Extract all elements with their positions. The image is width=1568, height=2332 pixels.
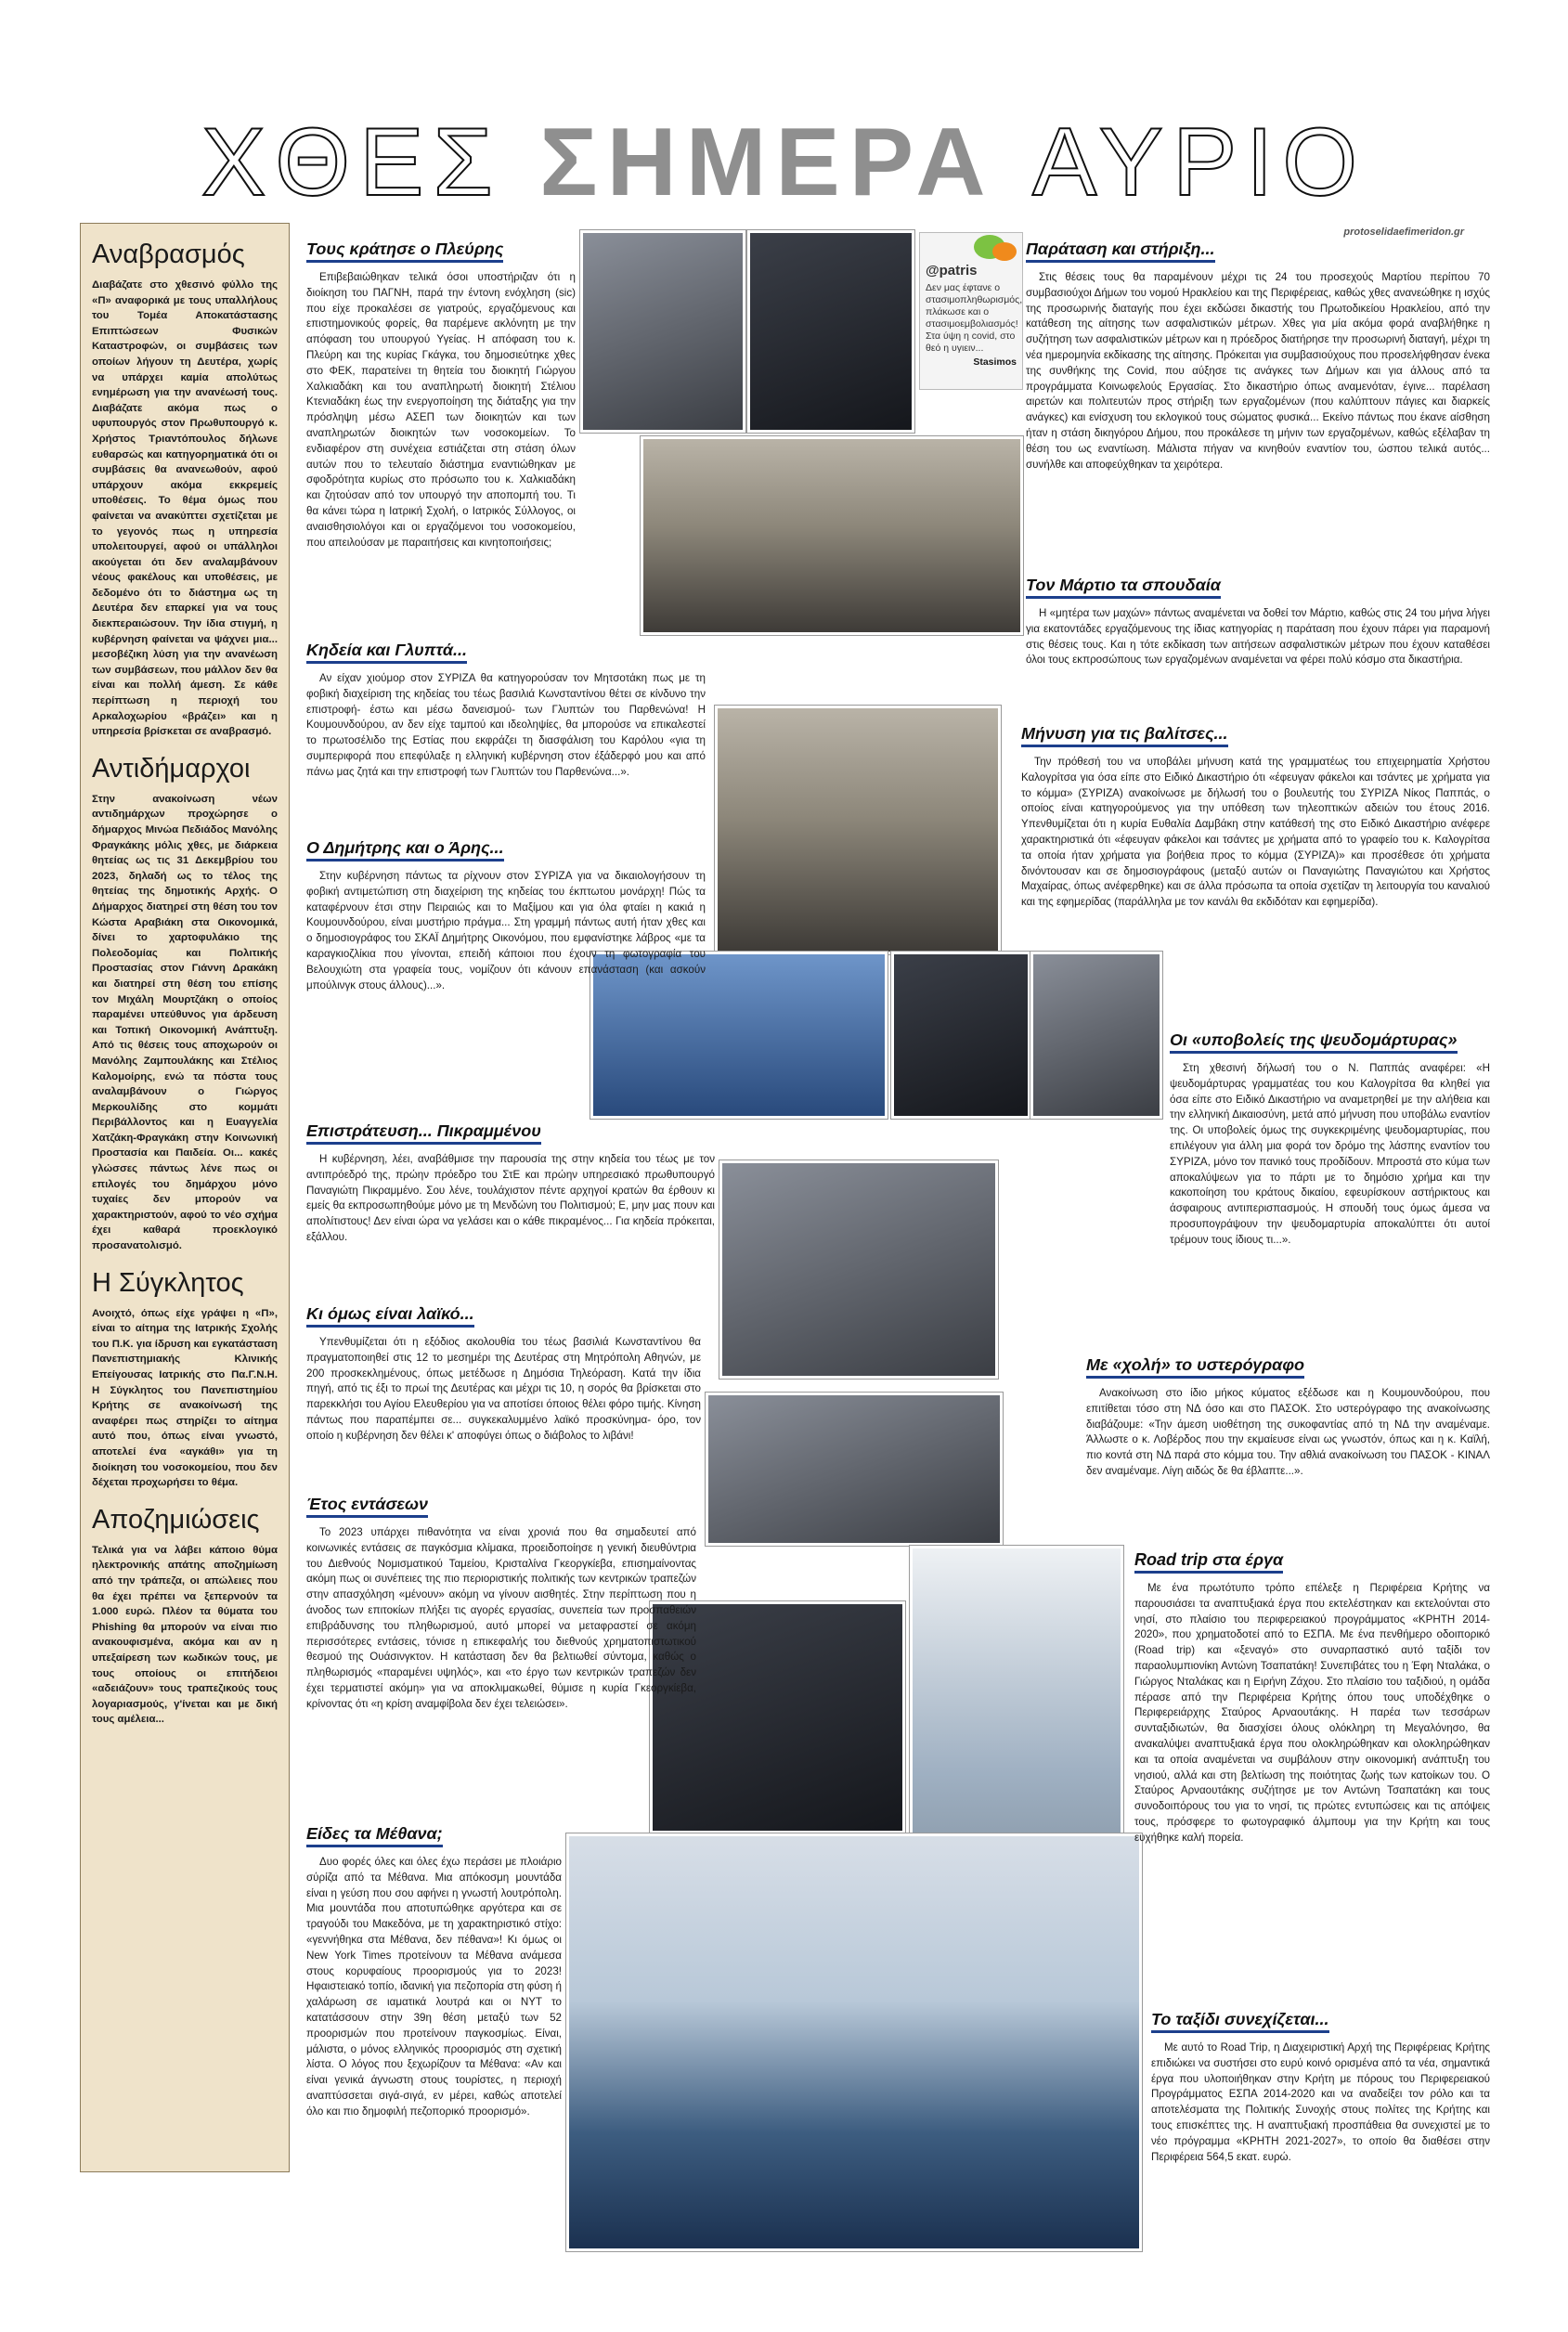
- sidebar-text-2: Στην ανακοίνωση νέων αντιδημάρχων προχώρησε ο δήμαρχος Μινώα Πεδιάδος Μανόλης Φραγκάκης μόλις χθες, με διάρκεια θητείας ως τις 31 Δεκεμβρίου του 2023, δηλαδή ως το τέλος της θητείας της δημοτικής Αρχής. Ο Δήμαρχος διατηρεί στη θέση του τον Κώστα Αραβιάκη στα Οικονομικά, δίνει το χαρτοφυλάκιο της Πολεοδομίας και Πολιτικής Προστασίας στον Γιάννη Δρακάκη και διατηρεί στη θέση του επίσης τον Μιχάλη Μουρτζάκη ο οποίος παραμένει υπεύθυνος για άρδευση και Τοπική Οικονομική Ανάπτυξη. Από τις θέσεις τους αποχωρούν οι Μανόλης Ζαμπουλάκης και Στέλιος Καλομοίρης, ενώ τα πόστα τους αναλαμβάνουν ο Γιώργος Μερκουλίδης στο κομμάτι Περιβάλλοντος και η Ευαγγελία Χατζάκη-Φραγκάκη στην Κοινωνική Προστασία και Παιδεία. Οι... κακές γλώσσες πάντως λένε πως οι επιλογές του δημάρχου μόνο τυχαίες δεν μπορούν να χαρακτηριστούν, αφού το νέο σχήμα έχει καθαρά προεκλογικό προσανατολισμό.: [92, 793, 278, 1252]
- photo-royal-funeral: [715, 706, 1001, 954]
- article-body: Δυο φορές όλες και όλες έχω περάσει με πλοιάριο σύρίζα από τα Μέθανα. Μια απόκοσμη μουντάδα είναι η γεύση που σου αφήνει η γνωστή λουτρόπολη. Μια μουντάδα που αποτυπώθηκε αργότερα και σε τραγούδι του Μακεδόνα, με τη χαρακτηριστικό στίχο: «γεννήθηκα στα Μέθανα, δεν πέθανα»! Κι όμως οι New York Times προτείνουν τα Μέθανα ανάμεσα στους κορυφαίους προορισμούς για το 2023! Ηφαιστειακό τοπίο, ιδανική για πεζοπορία στη φύση ή χαλάρωση σε ιαματικά λουτρά και οι NYT το κατατάσσουν στην 39η θέση μεταξύ των 52 προορισμών που προτείνουν παγκοσμίως. Είναι, μάλιστα, ο μόνος ελληνικός προορισμός στη σχετική λίστα. Ο λόγος που ξεχωρίζουν τα Μέθανα: «Αν και είναι γενικά άγνωστη στους τουρίστες, η περιοχή αναπτύσσεται σιγά-σιγά, εν μέρει, καθώς αποτελεί όλο και πιο δημοφιλή πεζοπορικό προορισμό».: [306, 1856, 562, 2118]
- photo-pleuris: [580, 230, 745, 433]
- headline: Με «χολή» το υστερόγραφο: [1086, 1355, 1490, 1379]
- photo-halkiadakis: [747, 230, 914, 433]
- headline: Παράταση και στήριξη...: [1026, 240, 1490, 263]
- headline: Ο Δημήτρης και ο Άρης...: [306, 838, 706, 862]
- source-watermark: protoselidaefimeridon.gr: [1343, 227, 1464, 238]
- article-body: Υπενθυμίζεται ότι η εξόδιος ακολουθία του τέως βασιλιά Κωνσταντίνου θα πραγματοποιηθεί στις 12 το μεσημέρι της Δευτέρας στη Μητρόπολη Αθηνών, με 200 προσκεκλημένους, όπως μετέδωσε η Δημόσια Τηλεόραση. Κατά την ίδια πηγή, από τις έξι το πρωί της Δευτέρας και μέχρι τις 10, η σορός θα βρίσκεται στο παρεκκλήσι του Αγίου Ελευθερίου για να αποτίσει όποιος θέλει φόρο τιμής. Κίνηση πάντως που παραπέμπει σε... συγκεκαλυμμένο λαϊκό προσκύνημα- όρο, τον οποίο η κυβέρνηση δεν θέλει κ' αποφύγει όπως ο διάβολος το λιβάνι!: [306, 1336, 701, 1442]
- article-body: Με αυτό το Road Trip, η Διαχειριστική Αρχή της Περιφέρειας Κρήτης επιδιώκει να συστήσει στο ευρύ κοινό ορισμένα από τα νέα, σημαντικά έργα που υλοποιήθηκαν στην Κρήτη με πόρους του Περιφερειακού Προγράμματος ΕΣΠΑ 2014-2020 και να αναδείξει τον ρόλο και τα αποτελέσματα της Πολιτικής Συνοχής στους πολίτες της Κρήτης και τους επισκέπτες της. Η αναπτυξιακή προσπάθεια θα συνεχιστεί με το νέο πρόγραμμα «ΚΡΗΤΗ 2021-2027», το οποίο θα διαθέσει στην Περιφέρεια 564,5 εκατ. ευρώ.: [1151, 2041, 1490, 2163]
- article-body: Στις θέσεις τους θα παραμένουν μέχρι τις 24 του προσεχούς Μαρτίου περίπου 70 συμβασιούχοι Δήμων του νομού Ηρακλείου και της Περιφέρειας, καθώς χθες ανανεώθηκε η ισχύς της προσωρινής διαταγής που έχει εκδώσει δικαστής του Πρωτοδικείου Ηρακλείου, από την κατάθεση της αίτησης των ασφαλιστικών μέτρων. Χθες για μία ακόμα φορά αναβλήθηκε η συζήτηση των ασφαλιστικών μέτρων και η πρόεδρος διατήρησε την προσωρινή διαταγή, μέχρι τη νέα ημερομηνία εκδίκασης της αίτησης. Πρόκειται για συμβασιούχους που προσελήφθησαν ένεκα της συνθήκης της Covid, που αύξησε τις ανάγκες των Δήμων και για άλλους από τα προγράμματα Κοινωφελούς Εργασίας. Στο δικαστήριο όπως αναμενόταν, έγινε... παρέλαση αιρετών και πολιτευτών προς στήριξη των εργαζομένων (που καλύπτουν πάγιες και διαρκείς ανάγκες) και ενίσχυση του εκλογικού τους σώματος φυσικά... Εκείνο πάντως που έκανε αίσθηση ήταν η στάση δικηγόρου Δήμου, που προκάλεσε τη μήνιν των εργαζομένων, καθώς εξέλαβαν τη θέση του ως εναντίωση. Μάλιστα πήγαν να κινηθούν εναντίον του, ώσπου τελικά αυτός... συνήλθε και αποφεύχθηκαν τα χειρότερα.: [1026, 271, 1490, 471]
- sidebar-text-4: Τελικά για να λάβει κάποιο θύμα ηλεκτρονικής απάτης αποζημίωση από την τράπεζα, οι απώλειες που θα έχει πρέπει να ξεπερνούν τα 1.000 ευρώ. Πλέον τα θύματα του Phishing θα μπορούν να είναι πιο ανακουφισμένα, ακόμα και αν η υπεξαίρεση των κωδικών τους, με τους οποίους οι επιτήδειοι «αδειάζουν» τους τραπεζικούς τους λογαριασμούς, γ'ίνεται και με δική τους αμέλεια...: [92, 1544, 278, 1726]
- photo-court-crowd: [641, 436, 1023, 635]
- article-instigators: [1170, 1021, 1490, 1256]
- masthead-tomorrow: ΑΥΡΙΟ: [1031, 109, 1367, 216]
- article-dimitris-aris: [306, 829, 706, 1001]
- headline: Είδες τα Μέθανα;: [306, 1824, 562, 1847]
- article-body: Επιβεβαιώθηκαν τελικά όσοι υποστήριζαν ότι η διοίκηση του ΠΑΓΝΗ, παρά την έντονη ενόχληση (sic) που είχε προκαλέσει σε γιατρούς, εργαζόμενους και επιστημονικούς φορείς, θα παρέμενε ακλόνητη με την απόφαση του υπουργού Υγείας. Η απόφαση του κ. Πλεύρη και της κυρίας Γκάγκα, του δημοσιεύτηκε χθες στο ΦΕΚ, παρατείνει τη θητεία του διοικητή Γιώργου Χαλκιαδάκη και του αναπληρωτή διοικητή Στέλιου Κτενιαδάκη έως την ενεργοποίηση της διάταξης για την πρόσληψη μέσω ΑΣΕΠ των διοικητών και των αναπληρωτών διοικητών των νοσοκομείων. Το ενδιαφέρον στη συνέχεια εστιάζεται στη στάση όλων αυτών που το τελευταίο διάστημα εναντιώθηκαν με σφοδρότητα κυρίως στο πρόσωπο του κ. Χαλκιαδάκη και ζητούσαν από τον υπουργό την αποπομπή του. Τι θα κάνει τώρα η Ιατρική Σχολή, ο Ιατρικός Σύλλογος, οι αναισθησιολόγοι και οι εργαζόμενοι του νοσοκομείου, που απειλούσαν με παραιτήσεις και κινητοποιήσεις;: [306, 271, 576, 549]
- chat-icon-secondary: [992, 242, 1017, 261]
- headline: Κηδεία και Γλυπτά...: [306, 641, 706, 664]
- sidebar-title-1: Αναβρασμός: [92, 240, 245, 269]
- masthead-today: ΣΗΜΕΡΑ: [539, 109, 995, 216]
- photo-man-beard: [1030, 952, 1162, 1119]
- sidebar-text-3: Ανοιχτό, όπως είχε γράψει η «Π», είναι το αίτημα της Ιατρικής Σχολής του Π.Κ. για ίδρυση και εγκατάσταση Πανεπιστημιακής Κλινικής Επείγουσας Ιατρικής στο Πα.Γ.Ν.Η. Η Σύγκλητος του Πανεπιστημίου Κρήτης σε ανακοίνωσή της αναφέρει πως στηρίζει το αίτημα αυτό που, όπως είναι γνωστό, αποτελεί ένα «αγκάθι» για τη διοίκηση του νοσοκομείου, που δεν δέχεται προχωρήσει το θέμα.: [92, 1307, 278, 1489]
- article-march: [1026, 566, 1490, 676]
- headline: Τον Μάρτιο τα σπουδαία: [1026, 576, 1490, 599]
- article-folk: [306, 1295, 701, 1452]
- article-body: Η κυβέρνηση, λέει, αναβάθμισε την παρουσία της στην κηδεία του τέως με τον αντιπρόεδρό της, πρώην πρόεδρο του ΣτΕ και πρώην υπηρεσιακό πρωθυπουργό Παναγιώτη Πικραμμένο. Σου λένε, τουλάχιστον πέντε αρχηγοί κρατών θα έρθουν κι εμείς θα εκπροσωπηθούμε μόνο με τη Μενδώνη του Πολιτισμού; Ε, μην μας πουν και απολίτιστους! Δεν είναι ώρα να γελάσει και ο κάθε πικραμένος... Για κηδεία πρόκειται, εξάλλου.: [306, 1153, 715, 1243]
- headline: Το ταξίδι συνεχίζεται...: [1151, 2010, 1490, 2033]
- article-journey-continues: [1151, 2001, 1490, 2172]
- sidebar-title-2: Αντιδήμαρχοι: [92, 753, 251, 784]
- headline: Κι όμως είναι λαϊκό...: [306, 1304, 701, 1328]
- article-body: Αν είχαν χιούμορ στον ΣΥΡΙΖΑ θα κατηγορούσαν τον Μητσοτάκη πως με τη φοβική διαχείριση της κηδείας του τέως βασιλιά Κωνσταντίνου θέτει σε κίνδυνο την επιστροφή- έστω και μέσω δανεισμού- των Γλυπτών του Παρθενώνα! Η Κουμουνδούρου, αν δεν είχε ταμπού και ιδεοληψίες, θα μπορούσε να επικαλεστεί το πρωτοσέλιδο της Εστίας που εκφράζει τη διασφάλιση του Καρόλου «για τη συμπεριφορά που επεφύλαξε η ελληνική κυβέρνηση στον έξάδερφό μου και από πάνω μας ζητά και την επιστροφή των Γλυπτών του Παρθενώνα...».: [306, 672, 706, 778]
- article-body: Η «μητέρα των μαχών» πάντως αναμένεται να δοθεί τον Μάρτιο, καθώς στις 24 του μήνα λήγει για εκατοντάδες εργαζόμενους της ίδιας κατηγορίας η παράταση που έχουν πάρει για παραμονή στις θέσεις τους. Και η τότε εκδίκαση των αιτήσεων ασφαλιστικών μέτρων που έχουν καταθέσει όλοι τους εκπροσώπους των εργαζομένων αναμένεται να φέρει πολύ κόσμο στα δικαστήρια.: [1026, 607, 1490, 667]
- article-body: Ανακοίνωση στο ίδιο μήκος κύματος εξέδωσε και η Κουμουνδούρου, που επιτίθεται τόσο στη ΝΔ όσο και στο ΠΑΣΟΚ. Στο υστερόγραφο της ανακοίνωσης διαβάζουμε: «Την άμεση υιοθέτηση της συκοφαντίας από τη ΝΔ την αναμέναμε. Άλλωστε ο κ. Λοβέρδος που την εκμαίευσε είναι ως γνωστόν, όπως και η κ. Καϊλή, πιο κοντά στη ΝΔ παρά στο κόμμα του. Την αθλιά ανακοίνωση του ΠΑΣΟΚ - ΚΙΝΑΛ δεν αναμέναμε. Λίγη αιδώς δε θα έβλαπτε...».: [1086, 1387, 1490, 1477]
- sidebar-text-1: Διαβάζατε στο χθεσινό φύλλο της «Π» αναφορικά με τους υπαλλήλους του Τομέα Αποκατάστασης Επιπτώσεων Φυσικών Καταστροφών, οι συμβάσεις των οποίων λήγουν τη Δευτέρα, χωρίς να υπάρχει καμία απολύτως ενημέρωση για την ανανέωσή τους. Διαβάζατε ακόμα πως ο υφυπουργός στον Πρωθυπουργό κ. Χρήστος Τριαντόπουλος δήλωνε ευθαρσώς και κατηγορηματικά ότι οι συμβάσεις θα ανανεωθούν, αφού υπάρχουν ακόμα εκκρεμείς υποθέσεις. Το θέμα όμως που φαίνεται να ανακύπτει σχετίζεται με το γεγονός πως η υπηρεσία υπολειτουργεί, αφού οι υπάλληλοι ακούγεται ότι δεν αναλαμβάνουν νέους φακέλους και υποθέσεις, με δεδομένο ότι το διάστημα ως τη Δευτέρα δεν επαρκεί για να τους διεκπεραιώσουν. Την ίδια στιγμή, η κυβέρνηση φαίνεται να ψάχνει μια... μεσοβέζικη λύση για την ανανέωση των συμβάσεων, που μάλλον δεν θα είναι και πολλή άμεση. Σε κάθε περίπτωση η περιοχή του Αρκαλοχωρίου «βράζει» και η υπηρεσία βρίσκεται σε αναβρασμό.: [92, 279, 278, 738]
- article-body: Στη χθεσινή δήλωσή του ο Ν. Παππάς αναφέρει: «Η ψευδομάρτυρας γραμματέας του κου Καλογρίτσα θα κληθεί για όσα είπε στο Ειδικό Δικαστήριο να αναμετρηθεί με την αλήθεια και την ελληνική Δικαιοσύνη, μετά από μήνυση που υποβάλω εναντίον της. Οι υποβολείς όμως της συγκεκριμένης ψευδομαρτυρίας, που επιλέγουν για άλλη μια φορά τον δρόμο της λάσπης εναντίον του ΣΥΡΙΖΑ, μόνο τον πανικό τους προδίδουν. Μπροστά στο κύμα των αποκαλύψεων για το πάρτι με το δημόσιο χρήμα και την κακοποίηση του κράτους δικαίου, εφευρίσκουν αστήρικτους και άσφαιρους αντιπερισπασμούς. Η σπουδή τους όμως άμεσα να προσυπογράψουν την ψευδομαρτυρία αποκαλύπτει ότι αυτοί τρέμουν τους ίδιους τι...».: [1170, 1062, 1490, 1246]
- article-pikrammenos: [306, 1112, 715, 1253]
- article-methana: [306, 1815, 562, 2128]
- article-body: Την πρόθεσή του να υποβάλει μήνυση κατά της γραμματέως του επιχειρηματία Χρήστου Καλογρίτσα για όσα είπε στο Ειδικό Δικαστήριο ότι «έφευγαν φάκελοι και τσάντες με χρήματα για το κόμμα» (ΣΥΡΙΖΑ) ανακοίνωσε με δήλωσή του ο βουλευτής του ΣΥΡΙΖΑ Νίκος Παππάς, ο οποίος είναι κατηγορούμενος για την υπόθεση των τηλεοπτικών αδειών του έτους 2016. Υπενθυμίζεται ότι η κυρία Ευθαλία Δαμβάκη στην κατάθεσή της στο Ειδικό Δικαστήριο ανέφερε χαρακτηριστικά ότι «έφευγαν φάκελοι και τσάντες με χρήματα από το γραφείο του κ. Καλογρίτσα τα οποία ήταν χρήματα για βοήθεια προς το κόμμα (ΣΥΡΙΖΑ)» και προσέθεσε ότι χρήματα δινόντουσαν και σε δημοσιογράφους (μεταξύ αυτών οι Παναγιώτης Παναγιώτου και Χρήστος Μαχαίρας, όπως ανέφερθηκε) και σε άλλα πρόσωπα τα οποία σχετίζαν τη λειτουργία του καναλιού και της εφημερίδας (παράλληλα με τον κανάλι θα εκδιδόταν και εφημερίδα).: [1021, 756, 1490, 909]
- article-road-trip: [1134, 1541, 1490, 1854]
- headline: Επιστράτευση... Πικραμμένου: [306, 1121, 715, 1145]
- photo-pappas: [891, 952, 1030, 1119]
- patris-tag: @patris: [926, 263, 978, 279]
- sidebar-title-4: Αποζημιώσεις: [92, 1504, 260, 1535]
- headline: Έτος εντάσεων: [306, 1495, 696, 1518]
- sidebar-title-3: Η Σύγκλητος: [92, 1267, 244, 1298]
- photo-pikrammenos: [719, 1160, 998, 1379]
- patris-signature: Stasimos: [973, 356, 1017, 368]
- article-funeral-marbles: [306, 631, 706, 788]
- article-body: Με ένα πρωτότυπο τρόπο επέλεξε η Περιφέρεια Κρήτης να παρουσιάσει τα αναπτυξιακά έργα που εκτελέστηκαν και εκτελούνται στο νησί, στο πλαίσιο του περιφερειακού προγράμματος «ΚΡΗΤΗ 2014-2020», που χρηματοδοτεί από το ΕΣΠΑ. Με ένα πενθήμερο οδοιπορικό (Road trip) και «ξεναγό» στο συναρπαστικό αυτό ταξίδι τον παραολυμπιονίκη Αντώνη Τσαπατάκη! Συνεπιβάτες του η Έφη Νταλάκα, ο Γιώργος Νταλάκας και η Ειρήνη Ζάχου. Στο πλαίσιο του ταξιδιού, η ομάδα πέρασε από την Περιφέρεια Κρήτης όπου τους υποδέχθηκε ο Περιφερειάρχης Σταύρος Αρναουτάκης. Η παρέα των τεσσάρων συνταξιδιωτών, θα διασχίσει όλους ολόκληρη τη Μεγαλόνησο, θα ανακαλύψει αναπτυξιακά έργα που ολοκληρώθηκαν και ολοκληρώθηκαν και τα οποία αναμένεται να συμβάλουν στην οικονομική ανάπτυξη του νησιού, αλλά και στη βελτίωση της ποιότητας ζωής των κατοίκων του. Ο Σταύρος Αρναουτάκης συζήτησε με τον Αντώνη Τσαπατάκη και τους συνοδοιπόρους του για το νησί, τις πρώτες εντυπώσεις και τις απόψεις τους, πρόσφερε το φωτογραφικό άλμπουμ για την Κρήτη και τους ευχήθηκε καλή πορεία.: [1134, 1582, 1490, 1844]
- article-halkiadakis: [306, 230, 576, 558]
- article-body: Στην κυβέρνηση πάντως τα ρίχνουν στον ΣΥΡΙΖΑ για να δικαιολογήσουν τη φοβική αντιμετώπιση στη διαχείριση της κηδείας του έκπτωτου μονάρχη! Πώς τα καταφέρνουν έτσι στην Πειραιώς και το Μαξίμου και για όλα φταίει η κακιά η Κουμουνδούρου, είναι μυστήριο πράγμα... Στη γραμμή πάντως αυτή ήταν χθες και ο δημοσιογράφος του ΣΚΑΪ Δημήτρης Οικονόμου, που εμφανίστηκε λάβρος «με τα καραγκιοζλίκια που γίνονται, επειδή κάποιοι που έχουν τη φωτογραφία του Βελουχιώτη στα γραφεία τους, νομίζουν ότι κάνουν επανάσταση (και ασκούν μπούλινγκ στους άλλους)...».: [306, 870, 706, 991]
- patris-text: Δεν μας έφτανε ο στασιμοπληθωρισμός, πλάκωσε και ο στασιμοεμβολιασμός! Στα ύψη η covid, στο θεό η υγιειν...: [926, 282, 1023, 354]
- article-suitcases: [1021, 715, 1490, 918]
- photo-kaili-loverdos: [706, 1393, 1003, 1546]
- masthead-yesterday: ΧΘΕΣ: [201, 109, 502, 216]
- article-extension: [1026, 230, 1490, 480]
- headline: Τους κράτησε ο Πλεύρης: [306, 240, 576, 263]
- masthead: [0, 107, 1568, 218]
- headline: Road trip στα έργα: [1134, 1550, 1490, 1574]
- article-tensions: [306, 1485, 696, 1720]
- headline: Οι «υποβολείς της ψευδομάρτυρας»: [1170, 1030, 1490, 1054]
- article-body: Το 2023 υπάρχει πιθανότητα να είναι χρονιά που θα σημαδευτεί από κοινωνικές εντάσεις σε παγκόσμια κλίμακα, προειδοποίησε η γενική διευθύντρια του Διεθνούς Νομισματικού Ταμείου, Κρισταλίνα Γκεοργκίεβα, επισημαίνοντας ακόμη πως οι συνέπειες της πιο περιοριστικής πολιτικής των κεντρικών τραπεζών στην απασχόληση «μένουν» ακόμη να γίνουν αισθητές. Στην περίπτωση που η άνοδος των επιτοκίων πλήξει τις αγορές εργασίας, συνεπεία των προσπαθειών επιβράδυνσης του πληθωρισμού, αυτό μπορεί να μεταφραστεί σε ακόμη περισσότερες εντάσεις, τόνισε η επικεφαλής του διεθνούς χρηματοπιστωτικού θεσμού της Ουάσινγκτον. Η κατάσταση δεν θα βελτιωθεί σύντομα, καθώς ο πληθωρισμός «παραμένει υψηλός», και «το έργο των κεντρικών τραπεζών δεν έχει τερματιστεί ακόμη» για να αποκλιμακωθεί, θύμισε η κυρία Γκεοργκίεβα, κρίνοντας ότι «η κρίση αναμφίβολα δεν έχει τελειώσει».: [306, 1526, 696, 1710]
- patris-tweet: [919, 232, 1023, 390]
- left-sidebar: [80, 223, 290, 2172]
- article-postscript: [1086, 1346, 1490, 1487]
- photo-methana: [566, 1833, 1142, 2251]
- headline: Μήνυση για τις βαλίτσες...: [1021, 724, 1490, 747]
